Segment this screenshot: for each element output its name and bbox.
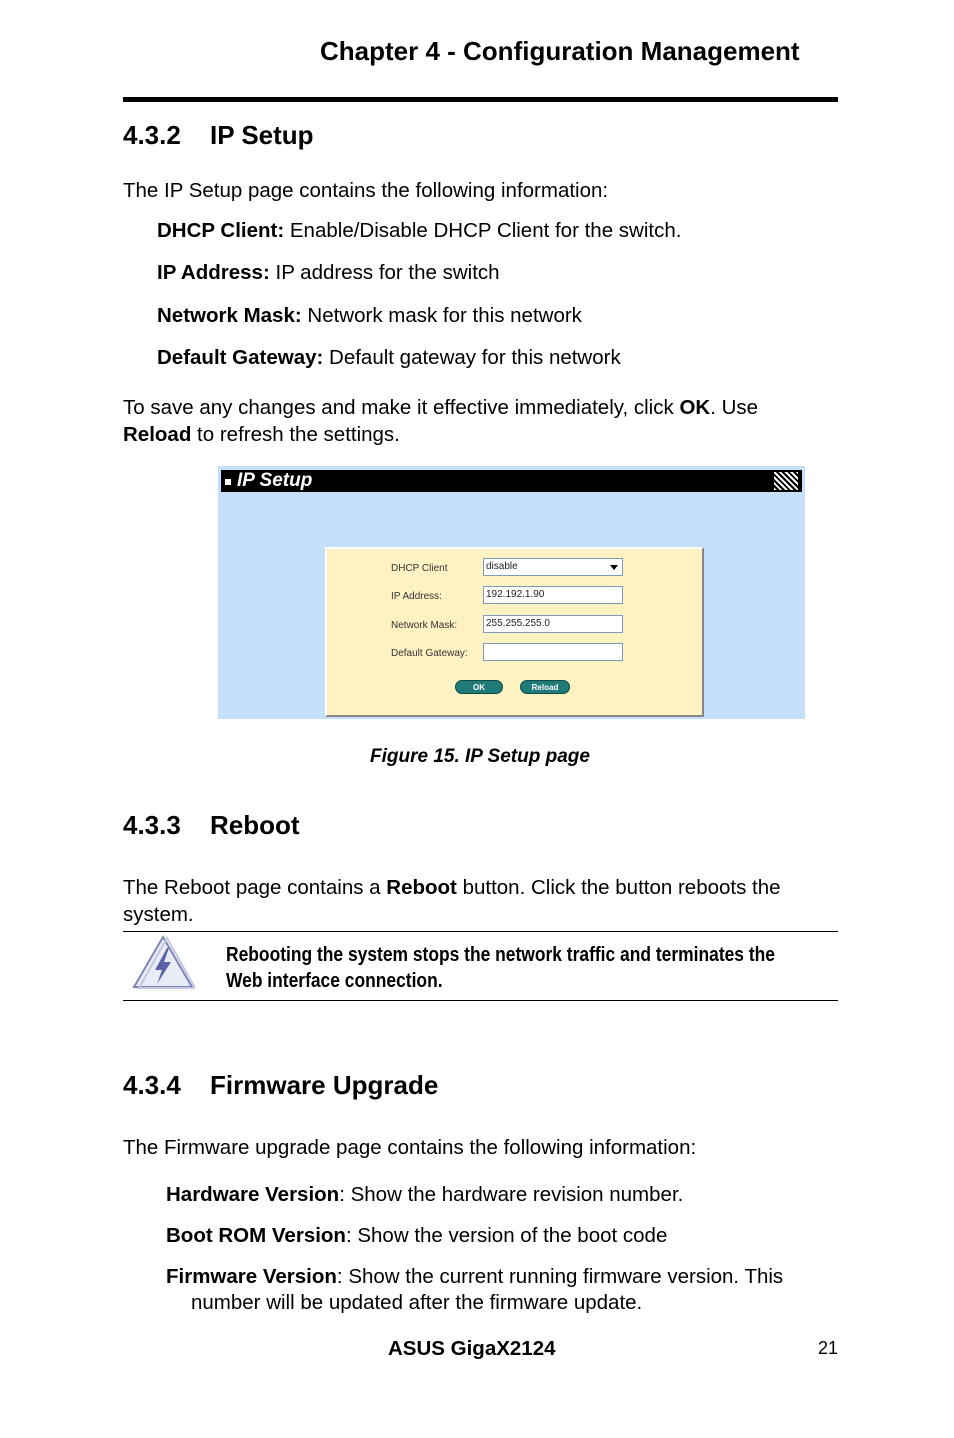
ok-ref: OK [679,396,711,419]
section-title: IP Setup [210,120,314,150]
item-term: Network Mask: [157,304,302,327]
item-desc: : Show the current running firmware version. This [336,1265,784,1288]
ip-address-label: IP Address: [391,591,442,602]
default-gateway-label: Default Gateway: [391,648,468,659]
brand-logo-icon [774,472,798,490]
section-number: 4.3.3 [123,810,181,840]
warning-icon [131,934,195,990]
item-term: Default Gateway: [157,346,324,369]
chevron-down-icon [610,565,618,570]
list-item [157,304,582,328]
item-desc: Default gateway for this network [323,346,621,369]
network-mask-field[interactable]: 255.255.255.0 [483,615,623,633]
section-title: Reboot [210,810,300,840]
dhcp-client-value: disable [486,561,518,572]
window-title-bar [221,470,802,492]
dhcp-client-select[interactable] [483,558,623,576]
title-bullet-icon [225,479,231,485]
item-desc: Network mask for this network [301,304,582,327]
item-term: IP Address: [157,261,270,284]
item-desc: Enable/Disable DHCP Client for the switch. [284,219,682,242]
section-heading-ip-setup [123,120,314,151]
footer-product: ASUS GigaX2124 [388,1337,556,1360]
network-mask-label: Network Mask: [391,620,458,631]
item-desc: IP address for the switch [269,261,500,284]
figure-caption: Figure 15. IP Setup page [370,746,590,767]
text-run: to refresh the settings. [191,423,400,446]
list-item [157,261,500,285]
ip-intro: The IP Setup page contains the following information: [123,179,609,202]
list-item [166,1265,783,1289]
page-number: 21 [818,1338,839,1358]
list-item [157,346,621,370]
list-item-continuation: number will be updated after the firmware update. [191,1291,643,1314]
list-item [166,1224,667,1248]
chapter-header: Chapter 4 - Configuration Management [320,36,800,66]
reload-ref: Reload [123,423,192,446]
item-term: Firmware Version [166,1265,337,1288]
default-gateway-field[interactable] [483,643,623,661]
section-number: 4.3.4 [123,1070,181,1100]
item-desc: : Show the hardware revision number. [339,1183,684,1206]
section-title: Firmware Upgrade [210,1070,439,1100]
ip-setup-screenshot [218,466,805,719]
reload-button[interactable]: Reload [520,680,570,694]
item-term: Boot ROM Version [166,1224,346,1247]
note-line: Rebooting the system stops the network traffic and terminates the [226,943,775,966]
section-heading-reboot [123,810,300,841]
reboot-warning-note [226,942,775,994]
item-term: Hardware Version [166,1183,340,1206]
note-bottom-rule [123,1000,838,1001]
text-run: button. Click the button reboots the [456,876,781,899]
ip-setup-form [325,547,704,717]
note-top-rule [123,931,838,932]
note-line: Web interface connection. [226,969,443,992]
item-desc: : Show the version of the boot code [345,1224,668,1247]
header-rule [123,97,838,102]
text-run: system. [123,903,194,926]
window-title: IP Setup [237,470,313,491]
firmware-intro: The Firmware upgrade page contains the following information: [123,1136,697,1159]
list-item [157,219,681,243]
ip-address-field[interactable]: 192.192.1.90 [483,586,623,604]
text-run: To save any changes and make it effective immediately, click [123,396,680,419]
reboot-ref: Reboot [386,876,457,899]
text-run: . Use [710,396,759,419]
reboot-paragraph [123,874,781,928]
ok-button[interactable]: OK [455,680,503,694]
dhcp-client-label: DHCP Client [391,563,448,574]
text-run: The Reboot page contains a [123,876,387,899]
section-heading-firmware-upgrade [123,1070,438,1101]
item-term: DHCP Client: [157,219,285,242]
list-item [166,1183,683,1207]
save-paragraph [123,394,758,448]
section-number: 4.3.2 [123,120,181,150]
